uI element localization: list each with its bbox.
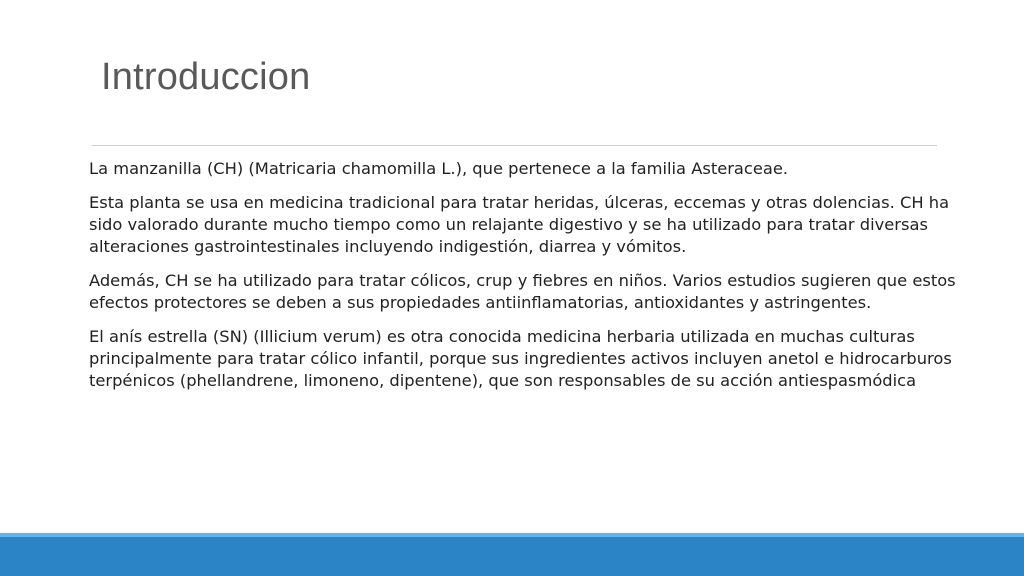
slide-title: Introduccion [101,56,311,98]
paragraph-1: La manzanilla (CH) (Matricaria chamomilla L.), que pertenece a la familia Asteraceae. [89,159,789,178]
paragraph-4: El anís estrella (SN) (Illicium verum) es otra conocida medicina herbaria utilizada en muchas culturas principalmente para tratar cólico infantil, porque sus ingredientes activos incluyen anetol e hidrocarburos terpénicos (phellandrene, limoneno, dipentene), que son responsables de su acción antiespasmódica [89,327,952,390]
paragraph-3: Además, CH se ha utilizado para tratar cólicos, crup y fiebres en niños. Varios estudios sugieren que estos efectos protectores se deben a sus propiedades antiinflamatorias, antioxidantes y astringentes. [89,271,956,312]
paragraph-2: Esta planta se usa en medicina tradicional para tratar heridas, úlceras, eccemas y otras dolencias. CH ha sido valorado durante mucho tiempo como un relajante digestivo y se ha utilizado para tratar diversas alteraciones gastrointestinales incluyendo indigestión, diarrea y vómitos. [89,193,950,256]
title-divider [92,145,937,146]
footer-accent-bar [0,537,1024,576]
slide-body [89,158,969,404]
